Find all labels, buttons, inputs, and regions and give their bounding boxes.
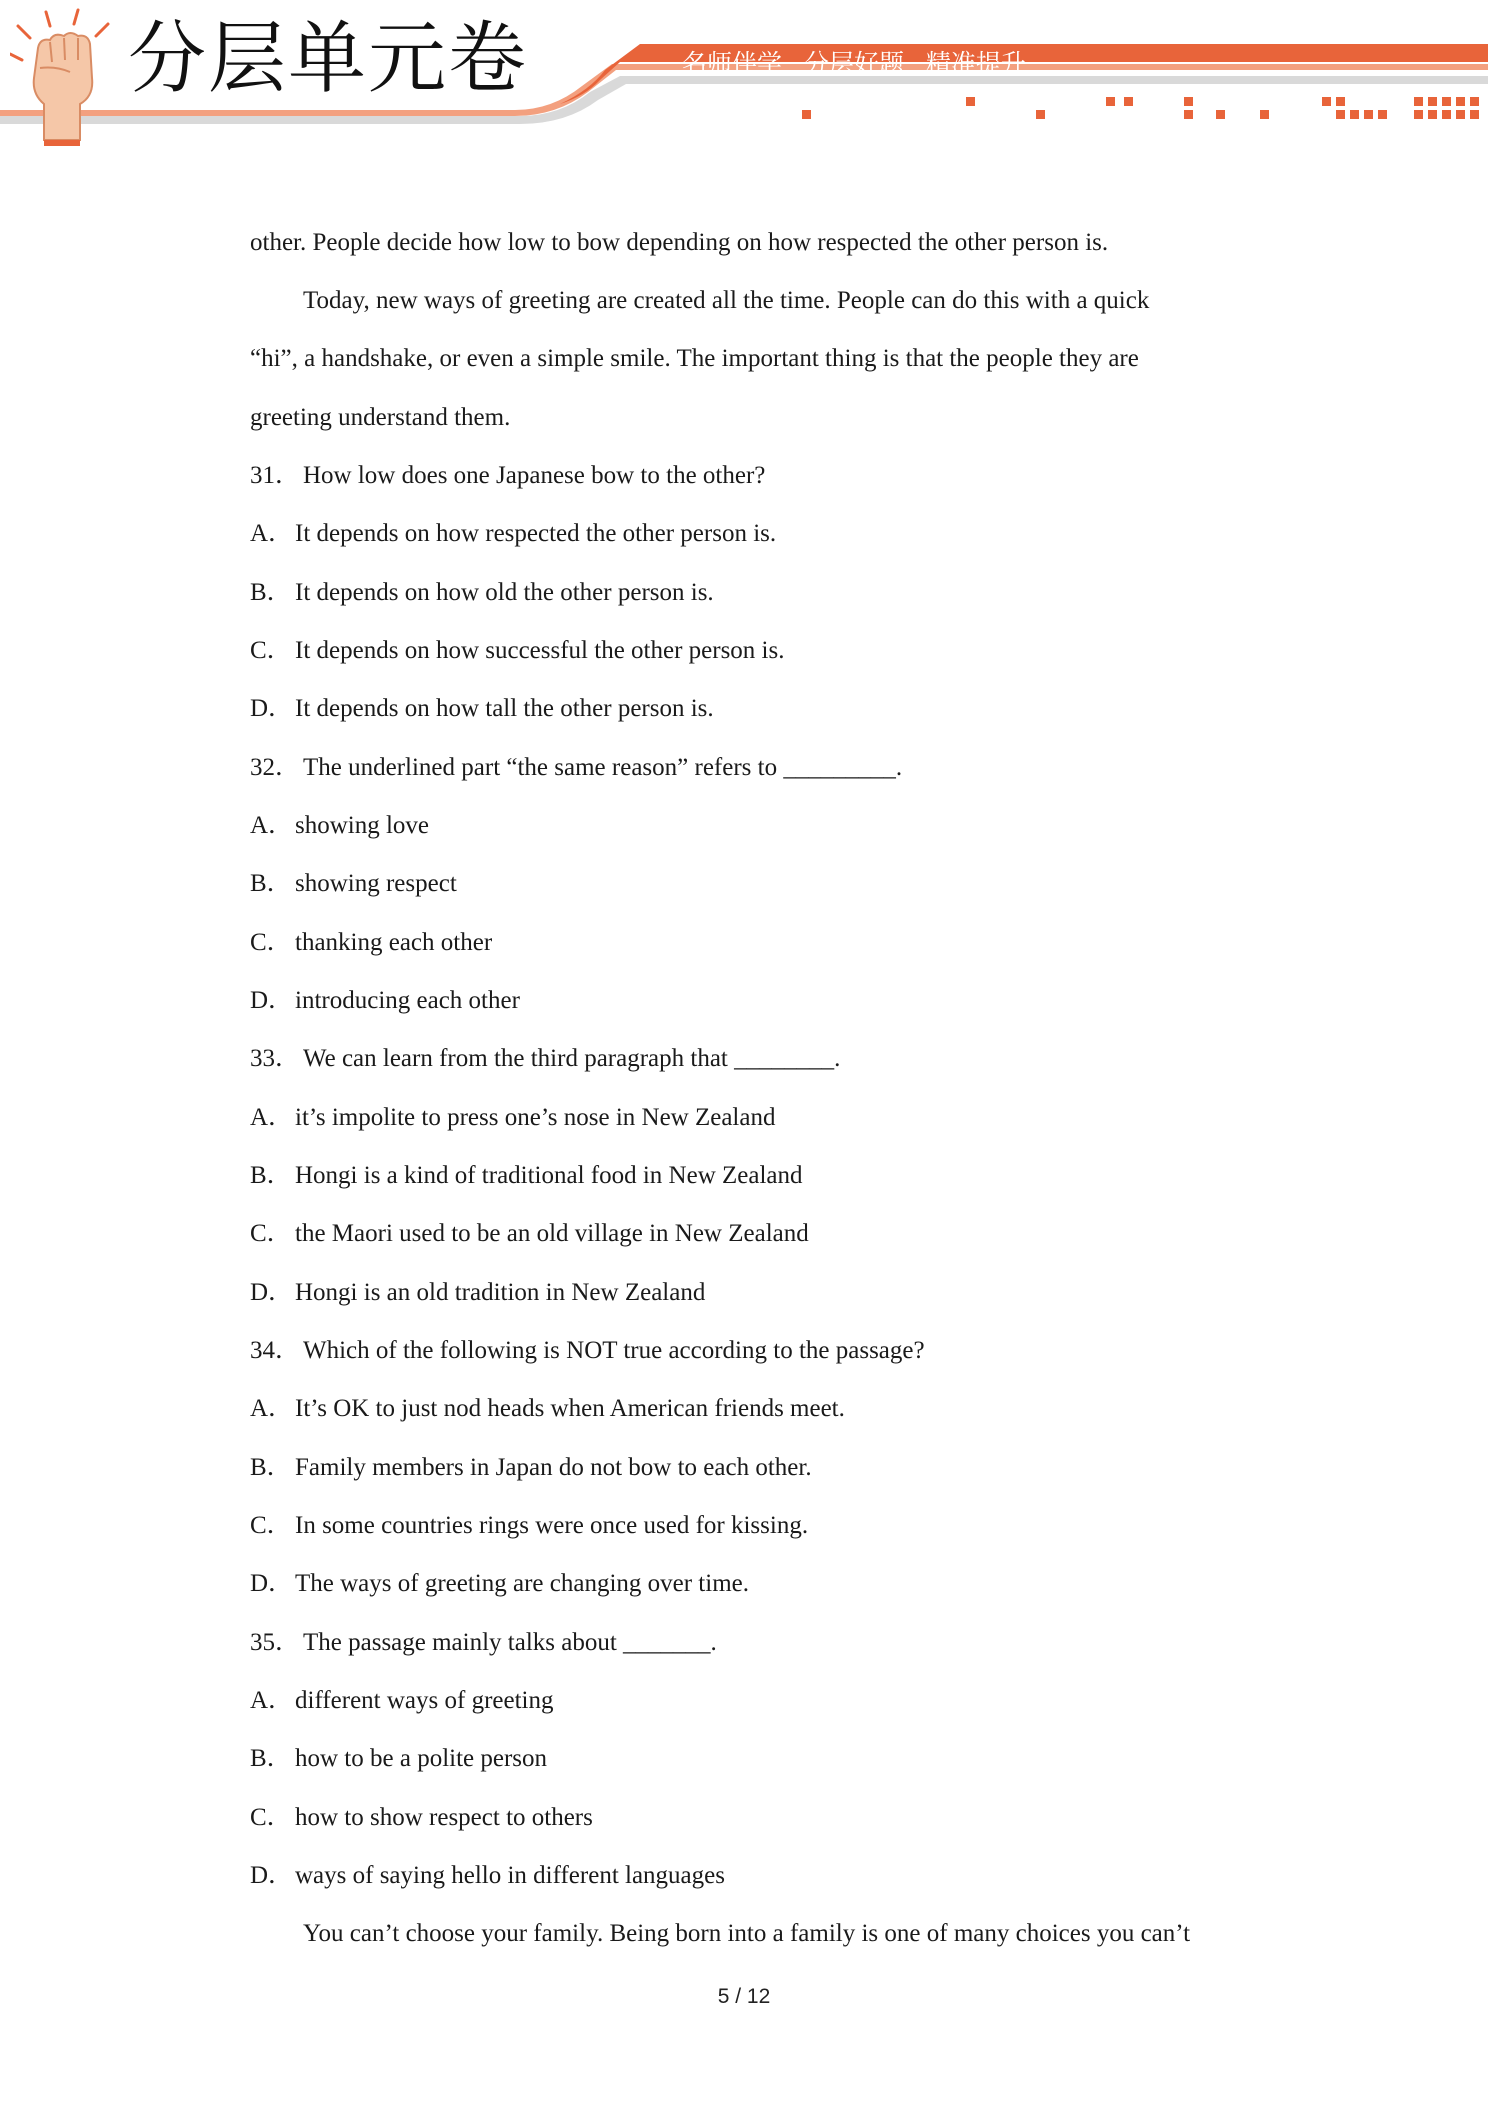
option-text: It depends on how respected the other person is.: [295, 520, 777, 547]
question-number: 32．: [250, 754, 301, 781]
option-34-c: [250, 1511, 808, 1541]
option-letter: B．: [250, 579, 292, 606]
option-letter: C．: [250, 1512, 292, 1539]
question-stem: The passage mainly talks about _______.: [303, 1629, 717, 1656]
option-32-b: [250, 869, 457, 899]
option-letter: D．: [250, 1570, 294, 1597]
option-31-a: [250, 519, 776, 549]
option-35-d: [250, 1861, 725, 1891]
question-33: [250, 1044, 840, 1074]
option-letter: A．: [250, 1395, 294, 1422]
option-text: Family members in Japan do not bow to each other.: [295, 1454, 812, 1481]
option-letter: D．: [250, 1862, 294, 1889]
option-letter: A．: [250, 520, 294, 547]
option-letter: D．: [250, 1279, 294, 1306]
option-text: In some countries rings were once used for kissing.: [295, 1512, 809, 1539]
option-letter: C．: [250, 1220, 292, 1247]
option-33-b: [250, 1161, 803, 1191]
page-number: 5 / 12: [717, 1985, 771, 2008]
question-number: 33．: [250, 1045, 301, 1072]
option-text: the Maori used to be an old village in New Zealand: [295, 1220, 809, 1247]
question-number: 31．: [250, 462, 301, 489]
option-letter: C．: [250, 637, 292, 664]
question-stem: How low does one Japanese bow to the other?: [303, 462, 766, 489]
option-text: how to be a polite person: [295, 1745, 548, 1772]
option-letter: C．: [250, 1804, 292, 1831]
passage-line: other. People decide how low to bow depending on how respected the other person is.: [250, 229, 1109, 256]
option-text: ways of saying hello in different languages: [295, 1862, 725, 1889]
option-34-b: [250, 1453, 812, 1483]
question-32: [250, 753, 902, 783]
option-text: Hongi is an old tradition in New Zealand: [295, 1279, 706, 1306]
option-31-b: [250, 578, 714, 608]
question-number: 35．: [250, 1629, 301, 1656]
option-35-b: [250, 1744, 547, 1774]
option-32-c: [250, 928, 492, 958]
passage-line: Today, new ways of greeting are created all the time. People can do this with a quick: [303, 287, 1150, 314]
question-stem: Which of the following is NOT true according to the passage?: [303, 1337, 925, 1364]
option-text: showing respect: [295, 870, 457, 897]
option-letter: D．: [250, 695, 294, 722]
option-text: It depends on how old the other person is.: [295, 579, 714, 606]
option-letter: A．: [250, 812, 294, 839]
option-letter: B．: [250, 870, 292, 897]
question-number: 34．: [250, 1337, 301, 1364]
option-letter: B．: [250, 1745, 292, 1772]
option-letter: B．: [250, 1454, 292, 1481]
option-text: thanking each other: [295, 929, 493, 956]
option-letter: D．: [250, 987, 294, 1014]
option-35-a: [250, 1686, 553, 1716]
option-34-d: [250, 1569, 749, 1599]
option-31-d: [250, 694, 714, 724]
option-letter: C．: [250, 929, 292, 956]
option-text: Hongi is a kind of traditional food in New Zealand: [295, 1162, 803, 1189]
brand-title: 分层单元卷: [128, 14, 529, 104]
option-33-c: [250, 1219, 809, 1249]
question-stem: The underlined part “the same reason” refers to _________.: [303, 754, 903, 781]
option-text: introducing each other: [295, 987, 520, 1014]
option-text: It’s OK to just nod heads when American friends meet.: [295, 1395, 845, 1422]
option-letter: A．: [250, 1104, 294, 1131]
option-35-c: [250, 1803, 593, 1833]
question-34: [250, 1336, 925, 1366]
option-text: The ways of greeting are changing over time.: [295, 1570, 749, 1597]
option-letter: B．: [250, 1162, 292, 1189]
question-stem: We can learn from the third paragraph that ________.: [303, 1045, 841, 1072]
option-33-a: [250, 1103, 775, 1133]
option-31-c: [250, 636, 784, 666]
option-34-a: [250, 1394, 845, 1424]
option-text: It depends on how tall the other person is.: [295, 695, 714, 722]
passage-line: greeting understand them.: [250, 404, 511, 431]
option-letter: A．: [250, 1687, 294, 1714]
option-text: different ways of greeting: [295, 1687, 554, 1714]
option-text: how to show respect to others: [295, 1804, 593, 1831]
option-text: it’s impolite to press one’s nose in New Zealand: [295, 1104, 776, 1131]
page-header: [0, 0, 1488, 150]
option-32-a: [250, 811, 429, 841]
fist-icon: [10, 8, 120, 148]
option-33-d: [250, 1278, 705, 1308]
question-35: [250, 1628, 717, 1658]
option-text: It depends on how successful the other person is.: [295, 637, 785, 664]
option-32-d: [250, 986, 520, 1016]
option-text: showing love: [295, 812, 430, 839]
question-31: [250, 461, 765, 491]
passage-line: You can’t choose your family. Being born into a family is one of many choices you can’t: [303, 1920, 1191, 1947]
header-slogan: 名师伴学 分层好题 精准提升: [682, 49, 1026, 78]
passage-line: “hi”, a handshake, or even a simple smile. The important thing is that the people they are: [250, 345, 1139, 372]
